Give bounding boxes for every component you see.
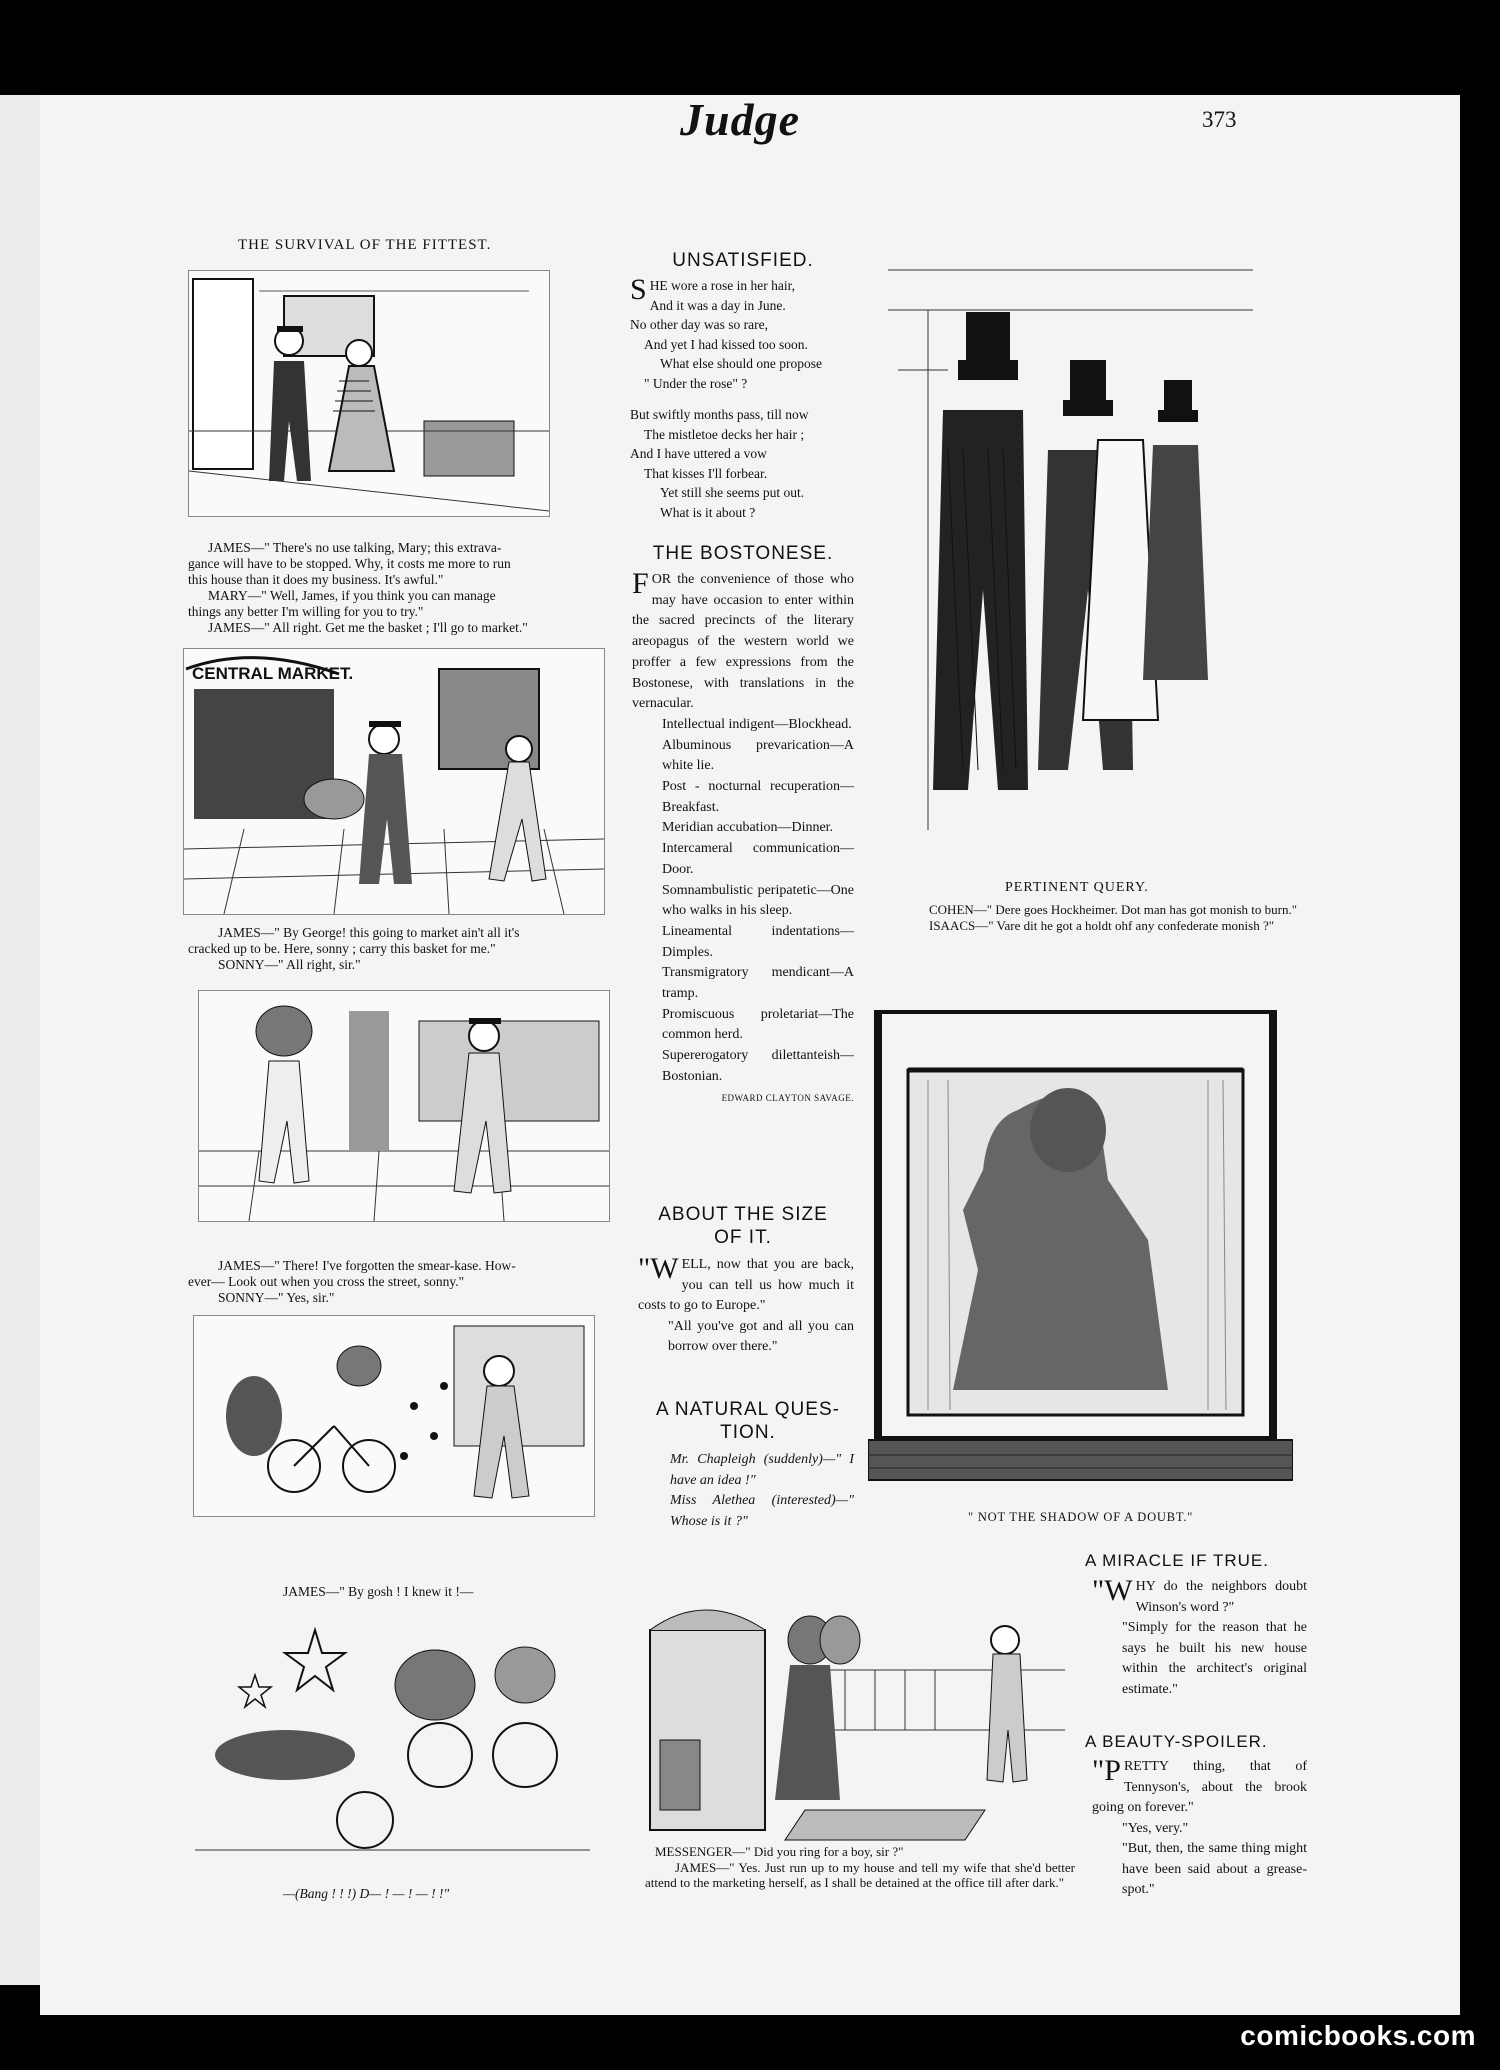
beauty-spoiler-text: "P RETTY thing, that of Tennyson's, about the brook going on forever." "Yes, very." "But, then, the same thing might have been said about a grease-spot." (1092, 1754, 1307, 1897)
caption-panel-5: —(Bang ! ! !) D— ! — ! — ! !" (283, 1886, 450, 1901)
illustration-office-messenger (645, 1570, 1065, 1845)
natural-question-text: Mr. Chapleigh (suddenly)—" I have an idea !" Miss Alethea (interested)—" Whose is it ?" (670, 1452, 854, 1529)
strip-title: THE SURVIVAL OF THE FITTEST. (238, 237, 492, 253)
unsatisfied-poem: SHE wore a rose in her hair, And it was a day in June. No other day was so rare, And yet I had kissed too soon. What else should one propose " Under the rose" ? But swiftly months pass, till now The mistletoe decks her hair ; And I have uttered a vow That kisses I'll forbear. Yet still she seems put out. What is it about ? (630, 273, 822, 520)
bostonese-author: EDWARD CLAYTON SAVAGE. (721, 1092, 854, 1103)
watermark: comicbooks.com (1240, 2020, 1476, 2051)
bostonese-title: THE BOSTONESE. (652, 543, 834, 564)
caption-panel-3: JAMES—" There! I've forgotten the smear-kase. How- ever— Look out when you cross the street, sonny." SONNY—" Yes, sir." (188, 1258, 516, 1305)
bostonese-text: FOR the convenience of those who may have occasion to enter within the sacred precincts of the literary areopagus of the western world we proffer a few expressions from the Bostonese, with translations in the vernacular. Intellectual indigent—Blockhead. Albuminous prevarication—A white lie. Post - nocturnal recuperation—Breakfast. Meridian accubation—Dinner. Intercameral communication—Door. Somnambulistic peripatetic—One who walks in his sleep. Lineamental indentations—Dimples. Transmigratory mendicant—A tramp. Promiscuous proletariat—The common herd. Supererogatory dilettanteish—Bostonian. EDWARD CLAYTON SAVAGE. (632, 570, 854, 1108)
illustration-window-silhouette (868, 1010, 1293, 1495)
illustration-crash-stars (195, 1615, 590, 1865)
illustration-central-market (183, 648, 605, 915)
caption-panel-1: JAMES—" There's no use talking, Mary; this extrava- gance will have to be stopped. Why, it costs me more to run this house than it does my business. It's awful." MARY—" Well, James, if you think you can manage things any better I'm willing for you to try." JAMES—" All right. Get me the basket ; I'll go to market." (188, 540, 528, 635)
masthead: Judge (680, 94, 800, 145)
unsatisfied-title: UNSATISFIED. (672, 250, 814, 271)
miracle-text: "W HY do the neighbors doubt Winson's word ?" "Simply for the reason that he says he built his new house within the architect's original estimate." (1092, 1574, 1307, 1697)
illustration-james-and-mary (188, 270, 550, 517)
shadow-caption: " NOT THE SHADOW OF A DOUBT." (968, 1510, 1194, 1524)
about-size-text: "W ELL, now that you are back, you can tell us how much it costs to go to Europe." "All you've got and all you can borrow over there." (638, 1252, 854, 1354)
beauty-spoiler-title: A BEAUTY-SPOILER. (1085, 1732, 1268, 1751)
illustration-sonny-carries-basket (198, 990, 610, 1222)
illustration-top-hats-gentlemen (888, 250, 1253, 850)
market-sign: CENTRAL MARKET. (192, 664, 354, 683)
pertinent-query-text: COHEN—" Dere goes Hockheimer. Dot man has got monish to burn." ISAACS—" Vare dit he got a holdt ohf any confederate monish ?" (929, 902, 1298, 933)
about-size-title: ABOUT THE SIZE OF IT. (658, 1204, 828, 1248)
pertinent-query-title: PERTINENT QUERY. (1005, 880, 1149, 895)
caption-panel-2: JAMES—" By George! this going to market ain't all it's cracked up to be. Here, sonny ; carry this basket for me." SONNY—" All right, sir." (188, 925, 520, 972)
messenger-caption: MESSENGER—" Did you ring for a boy, sir ?" JAMES—" Yes. Just run up to my house and tell my wife that she'd better attend to the marketing herself, as I shall be detained at the office till after dark." (645, 1844, 1075, 1890)
facing-page-edge (0, 95, 40, 1985)
natural-question-title: A NATURAL QUES- TION. (656, 1399, 840, 1443)
caption-panel-4: JAMES—" By gosh ! I knew it !— (283, 1584, 474, 1599)
miracle-title: A MIRACLE IF TRUE. (1085, 1551, 1269, 1570)
illustration-bicycle-collision (193, 1315, 595, 1517)
page-number: 373 (1202, 107, 1237, 132)
